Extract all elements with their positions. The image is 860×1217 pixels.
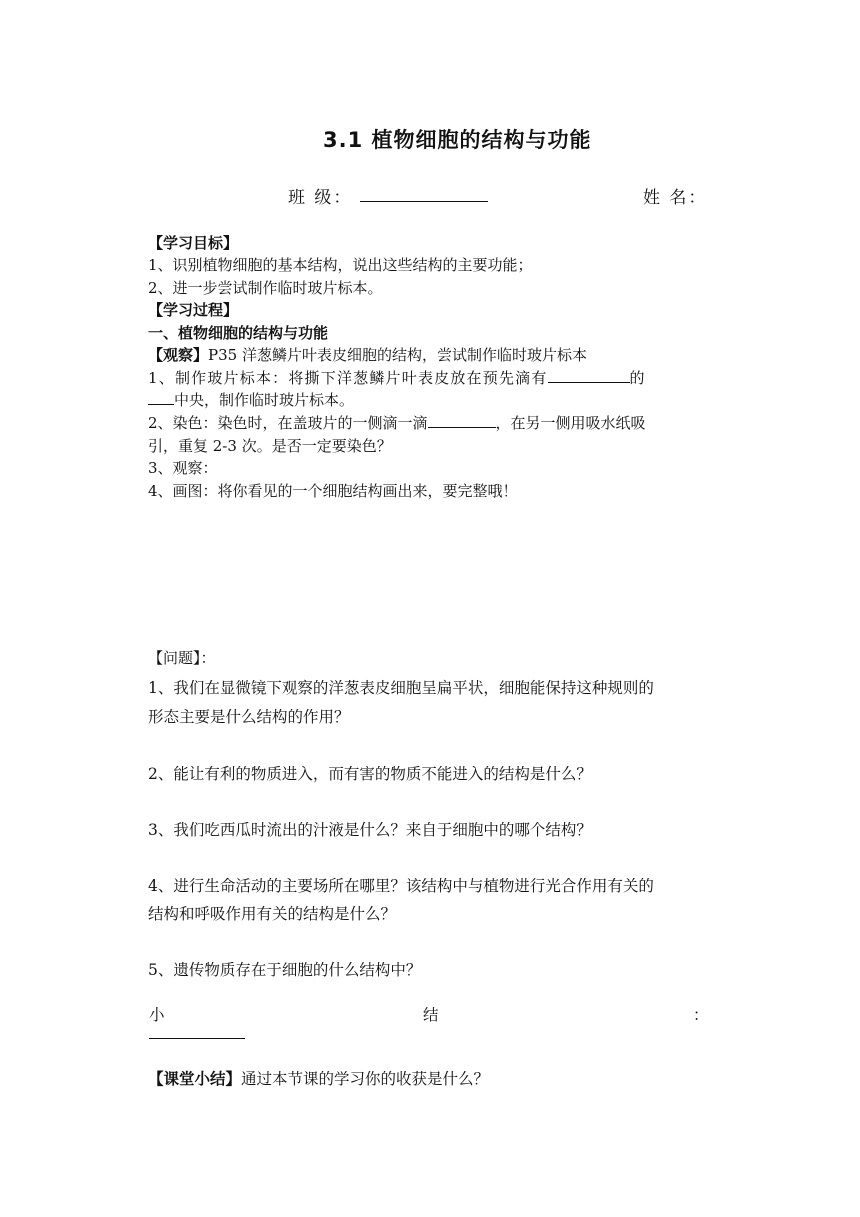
question-5: 5、遗传物质存在于细胞的什么结构中？ bbox=[148, 961, 422, 979]
step2-line bbox=[148, 413, 646, 434]
step1-line2 bbox=[148, 390, 354, 411]
observe-line bbox=[148, 345, 587, 366]
class-summary-text: 通过本节课的学习你的收获是什么？ bbox=[241, 1070, 490, 1088]
name-label: 姓 名： bbox=[643, 188, 708, 208]
summary-char-2: 结 bbox=[423, 1006, 439, 1024]
class-label: 班 级： bbox=[288, 188, 353, 208]
class-summary-tag: 【课堂小结】 bbox=[148, 1070, 242, 1088]
class-blank[interactable] bbox=[360, 201, 488, 202]
step2-blank[interactable] bbox=[428, 413, 496, 428]
step2-text: 2、染色：染色时，在盖玻片的一侧滴一滴 bbox=[148, 414, 428, 432]
summary-blank[interactable] bbox=[149, 1038, 245, 1039]
question-1: 1、我们在显微镜下观察的洋葱表皮细胞呈扁平状，细胞能保持这种规则的 bbox=[148, 679, 654, 697]
step1-text: 1、制作玻片标本：将撕下洋葱鳞片叶表皮放在预先滴有 bbox=[148, 369, 548, 387]
step2-line2: 引，重复 2-3 次。是否一定要染色？ bbox=[148, 437, 392, 455]
step2-text-b: ，在另一侧用吸水纸吸 bbox=[495, 414, 646, 432]
question-4: 4、进行生命活动的主要场所在哪里？该结构中与植物进行光合作用有关的 bbox=[148, 877, 654, 895]
goal-item: 1、识别植物细胞的基本结构，说出这些结构的主要功能； bbox=[148, 256, 533, 274]
process-heading: 【学习过程】 bbox=[148, 301, 239, 319]
observe-tag: 【观察】 bbox=[148, 346, 209, 364]
question-2: 2、能让有利的物质进入，而有害的物质不能进入的结构是什么？ bbox=[148, 765, 592, 783]
step1-line bbox=[148, 368, 646, 389]
summary-char-3: ： bbox=[693, 1006, 709, 1024]
goals-heading: 【学习目标】 bbox=[148, 234, 239, 252]
question-1-cont: 形态主要是什么结构的作用？ bbox=[148, 708, 350, 726]
step1-suffix: 的 bbox=[629, 369, 646, 387]
step1-blank[interactable] bbox=[548, 368, 630, 383]
class-summary-line bbox=[148, 1067, 489, 1089]
summary-char-1: 小 bbox=[149, 1006, 165, 1024]
step4-line: 4、画图：将你看见的一个细胞结构画出来，要完整哦！ bbox=[148, 482, 518, 500]
questions-heading: 【问题】： bbox=[148, 649, 216, 667]
page-title: 3.1 植物细胞的结构与功能 bbox=[323, 128, 592, 152]
question-3: 3、我们吃西瓜时流出的汁液是什么？来自于细胞中的哪个结构？ bbox=[148, 821, 592, 839]
step1-blank2[interactable] bbox=[148, 390, 174, 405]
observe-text: P35 洋葱鳞片叶表皮细胞的结构，尝试制作临时玻片标本 bbox=[208, 346, 587, 364]
question-4-cont: 结构和呼吸作用有关的结构是什么？ bbox=[148, 905, 397, 923]
section-heading: 一、植物细胞的结构与功能 bbox=[148, 324, 329, 342]
step1-text2: 中央，制作临时玻片标本。 bbox=[174, 391, 355, 409]
step3-line: 3、观察： bbox=[148, 459, 218, 477]
goal-item: 2、进一步尝试制作临时玻片标本。 bbox=[148, 279, 383, 297]
